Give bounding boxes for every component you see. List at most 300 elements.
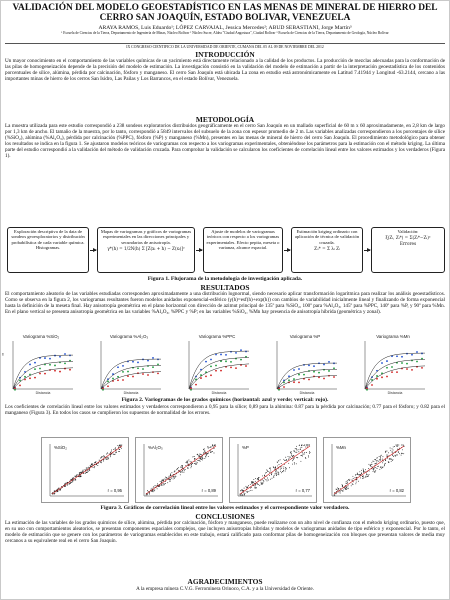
correlation-point [70,483,71,484]
correlation-point [71,482,72,483]
variogram-figure [7,333,443,395]
correlation-point [87,468,88,469]
correlation-point [371,464,372,465]
correlation-point [159,485,160,486]
correlation-point [401,445,402,446]
correlation-point [285,460,286,461]
correlation-point [165,479,166,480]
variogram-point [117,376,119,378]
correlation-point [113,449,114,450]
correlation-point [165,477,166,478]
variogram-point [391,366,393,368]
correlation-point [269,472,270,473]
correlation-point [240,490,241,491]
correlation-point [271,474,272,475]
correlation-point [207,453,208,454]
correlation-point [53,493,54,494]
correlation-point [347,483,348,484]
variogram-point [396,371,398,373]
correlation-point [203,453,204,454]
correlation-point [206,454,207,455]
correlation-point [182,472,183,473]
correlation-point [157,488,158,489]
correlation-point [187,460,188,461]
correlation-point [94,467,95,468]
correlation-point [170,481,171,482]
correlation-point [105,458,106,459]
poster-affiliations: ¹ Escuela de Ciencias de la Tierra, Departamento de Ingeniería de Minas, Núcleo Bolívar ² Núcleo Sucre, Aldea "Ciudad Angostura", Ciudad Bolívar ³ Escuela de Ciencias de la Tierra, Departamento de Geología, Núcleo Bolívar [61,31,389,35]
correlation-point [336,491,337,492]
correlation-point [243,492,244,493]
correlation-point [196,463,197,464]
correlation-point [154,490,155,491]
correlation-point [342,490,343,491]
correlation-point [167,482,168,483]
correlation-point [352,483,353,484]
correlation-point [373,468,374,469]
variogram-point [142,368,144,370]
variogram-point [318,376,320,378]
variogram-point [328,370,330,372]
variogram-plot [359,333,427,395]
correlation-point [161,481,162,482]
variogram-plot [183,333,251,395]
variogram-model-line [365,359,425,389]
conclusions-heading: CONCLUSIONES [195,512,255,521]
correlation-point [348,479,349,480]
correlation-point [175,477,176,478]
correlation-point [58,487,59,488]
variogram-panel [95,333,163,395]
variogram-point [127,375,129,377]
variogram-point [308,379,310,381]
correlation-point [257,479,258,480]
results-text-1: El comportamiento aleatorio de las variables estudiadas corresponden aproximadamente a una distribución lognormal, siendo necesario aplicar transformación logarítmica para realizar los análisis geoestadísticos. Como se observa en la figura 2, los variogramas resultantes fueron modelos anidados exponencial-esférico (γ(h)=esf(h)+exp(h)) con cambios de variabilidad inicialmente lineal y finalizando de forma exponencial hasta la definición de la meseta final. Hay anisotropía geométrica en el plano horizontal con dirección de azimut principal de 135º para %SiO₂, 100º para %Al₂O₃, 145º para %PPC, 140º para %P, y 90º para %Mn. En el plano vertical se presenta anisotropía geométrica en las variables %Al₂O₃, %PPC y %P; en las variables %SiO₂, %Mn hay presencia de anisotropía híbrida (geométrica y zonal). [5,291,445,315]
correlation-point [119,449,120,450]
variogram-point [401,362,403,364]
correlation-point [397,446,398,447]
variogram-point [69,369,71,371]
correlation-point [171,478,172,479]
correlation-point [385,463,386,464]
correlation-point [397,449,398,450]
correlation-point [167,478,168,479]
variogram-point [288,379,290,381]
correlation-point [80,476,81,477]
correlation-point [240,495,241,496]
correlation-point [162,485,163,486]
correlation-point [176,469,177,470]
correlation-point [246,491,247,492]
correlation-point [248,485,249,486]
variogram-point [333,376,335,378]
correlation-point [166,477,167,478]
correlation-point [402,449,403,450]
variogram-point [323,364,325,366]
correlation-point [310,452,311,453]
correlation-point [89,469,90,470]
variogram-point [391,371,393,373]
correlation-point [380,466,381,467]
correlation-point [207,446,208,447]
correlation-point [389,458,390,459]
variogram-point [215,370,217,372]
variogram-point [411,369,413,371]
correlation-point [253,485,254,486]
correlation-point [298,449,299,450]
correlation-point [371,466,372,467]
correlation-point [201,454,202,455]
correlation-point [300,449,301,450]
intro-text: Un mayor conocimiento en el comportamiento de las variables químicas de un yacimiento está directamente relacionado a la calidad de los productos. La producción de mezclas adecuadas para la conformación de las pilas de homogeneización depende de la precisión del modelo de estimación. La investigación consistió en la validación del modelo de estimación a partir de la interpretación geoestadística de los contenidos porcentuales de sílice, alúmina, pérdida por calcinación, fósforo y manganeso. El cerro San Joaquín está ubicada La zona en estudio está astronómicamente en Latitud 7.41944 y Longitud -63.2144, cercano a las importantes minas de hierro de los cerros San Isidro, Las Pailas y Los Barrancos, en el estado Bolívar, Venezuela. [5,58,445,82]
correlation-point [75,476,76,477]
correlation-point [309,451,310,452]
correlation-point [281,472,282,473]
correlation-point [104,456,105,457]
correlation-point [366,474,367,475]
correlation-point [211,446,212,447]
variogram-point [230,361,232,363]
variogram-plot [95,333,163,395]
flow-step-2-text: Mapas de variogramas y gráficos de variogramas experimentales en las direcciones principales y secundarias de anisotropía. [100,229,192,245]
variogram-model-line [101,359,161,389]
variogram-point [39,368,41,370]
correlation-point [383,467,384,468]
correlation-point [304,454,305,455]
correlation-point [278,472,279,473]
correlation-point [262,483,263,484]
variogram-point [122,365,124,367]
correlation-point [382,456,383,457]
correlation-point [87,471,88,472]
correlation-point [375,463,376,464]
correlation-point [191,462,192,463]
variogram-point [14,389,16,391]
correlation-point [286,460,287,461]
variogram-point [323,378,325,380]
correlation-point [267,480,268,481]
correlation-point [170,473,171,474]
variogram-point [34,377,36,379]
correlation-point [359,471,360,472]
correlation-point [264,475,265,476]
variogram-point [240,349,242,351]
correlation-point [384,465,385,466]
correlation-point [375,467,376,468]
correlation-point [242,490,243,491]
correlation-point [170,475,171,476]
correlation-point [272,478,273,479]
correlation-plot [136,438,222,502]
correlation-point [376,462,377,463]
correlation-point [366,476,367,477]
correlation-point [88,467,89,468]
correlation-point [169,481,170,482]
errors-label: Errores [399,241,417,247]
correlation-point [84,469,85,470]
correlation-point [285,471,286,472]
correlation-point [265,473,266,474]
variogram-model-line [101,365,161,389]
variogram-xlabel: Distancia [35,391,51,395]
correlation-point [265,479,266,480]
variogram-point [406,363,408,365]
variogram-point [303,374,305,376]
congress-line: IX CONGRESO CIENTIFICO DE LA UNIVERSIDAD DE ORIENTE, CUMANA DEL 05 AL 09 DE NOVIEMBRE DEL 2012 [5,43,445,50]
correlation-point [357,474,358,475]
correlation-point [282,471,283,472]
variogram-point [49,358,51,360]
correlation-point [115,447,116,448]
correlation-point [83,473,84,474]
variogram-point [366,389,368,391]
correlation-point [242,495,243,496]
correlation-point [111,451,112,452]
correlation-point [185,469,186,470]
correlation-point [97,465,98,466]
correlation-point [171,472,172,473]
correlation-point [289,456,290,457]
variogram-model-line [365,366,425,389]
correlation-point [301,445,302,446]
correlation-point [278,468,279,469]
correlation-point [100,458,101,459]
correlation-point [74,480,75,481]
correlation-point [385,452,386,453]
variogram-point [157,358,159,360]
correlation-point [169,476,170,477]
correlation-point [174,478,175,479]
results-text-2: Los coeficientes de correlación lineal entre los valores estimados y verdaderos correspondieron a 0,95 para la sílice; 0,89 para la alúmina: 0.87 para la pérdida por calcinación; 0.77 para el fósforo; y 0.82 para el manganeso (Figura 3). En todos los casos se cumplieron los supuestos de normalidad de los errores. [5,404,445,416]
correlation-point [347,482,348,483]
correlation-point [278,474,279,475]
correlation-point [200,461,201,462]
correlation-point [253,479,254,480]
variogram-point [416,361,418,363]
correlation-point [375,472,376,473]
correlation-point [361,470,362,471]
variogram-point [308,364,310,366]
variogram-point [328,361,330,363]
correlation-point [86,469,87,470]
variogram-point [205,375,207,377]
correlation-point [296,448,297,449]
correlation-point [352,476,353,477]
variogram-point [421,353,423,355]
correlation-point [269,475,270,476]
correlation-point [258,477,259,478]
variogram-point [210,374,212,376]
correlation-point [169,479,170,480]
correlation-point [269,468,270,469]
correlation-point [278,474,279,475]
correlation-point [395,455,396,456]
correlation-point [381,468,382,469]
correlation-point [373,471,374,472]
variogram-model-line [13,361,73,389]
correlation-point [283,466,284,467]
correlation-point [336,489,337,490]
correlation-point [276,470,277,471]
correlation-point [382,462,383,463]
correlation-point [392,451,393,452]
correlation-point [395,452,396,453]
correlation-point [370,465,371,466]
correlation-point [152,490,153,491]
correlation-point [278,473,279,474]
correlation-point [200,454,201,455]
variogram-point [205,361,207,363]
correlation-point [191,464,192,465]
correlation-point [380,457,381,458]
flow-arrow-4 [364,250,370,251]
correlation-point [305,458,306,459]
correlation-point [106,454,107,455]
kriging-formula: Zₒ* = Σ λᵢ Zᵢ [314,246,340,252]
correlation-point [392,452,393,453]
correlation-title: %Al₂O₃ [148,445,163,450]
correlation-point [294,462,295,463]
correlation-point [209,447,210,448]
variogram-point [117,366,119,368]
variogram-point [210,366,212,368]
correlation-point [94,464,95,465]
correlation-point [347,480,348,481]
variogram-point [102,389,104,391]
correlation-point [273,466,274,467]
variogram-title: Variograma %Mn [376,334,410,339]
correlation-point [205,456,206,457]
correlation-point [194,456,195,457]
correlation-point [65,486,66,487]
variogram-point [293,381,295,383]
correlation-point [56,491,57,492]
correlation-point [275,467,276,468]
variogram-point [333,367,335,369]
variogram-point [122,379,124,381]
correlation-point [147,494,148,495]
correlation-panel [323,437,411,503]
variogram-point [386,376,388,378]
correlation-point [154,489,155,490]
correlation-point [94,466,95,467]
correlation-point [88,471,89,472]
correlation-point [396,445,397,446]
correlation-point [157,483,158,484]
correlation-point [210,451,211,452]
correlation-point [376,460,377,461]
flow-arrow-2 [196,250,202,251]
correlation-point [203,449,204,450]
variogram-point [39,373,41,375]
correlation-point [302,452,303,453]
correlation-point [251,482,252,483]
correlation-point [170,479,171,480]
correlation-point [403,453,404,454]
method-text: La muestra utilizada para este estudio correspondió a 238 sondeos exploratorios distribuidos geográficamente en el cerro San Joaquín en un mallado superficial de 60 m x 60 aproximadamente, en 2,8 km de largo por 1,3 km de ancho. El tamaño de la muestra, por lo tanto, correspondió a 5849 intervalos del subsuelo de la zona con espesor promedio de 2 m. Las variables analizadas correspondieron a los porcentajes de sílice (%SiO₂), alúmina (%Al₂O₃), pérdida por calcinación (%PPC), fósforo (%P) y manganeso (%Mn), presentes en las menas de mineral de hierro del cerro San Joaquín. El procedimiento metodológico para obtener los resultados se indica en la figura 1. Se ajustaron modelos teóricos de variogramas con respecto a los variogramas experimentales, obteniéndose los parámetros para la estimación con el método kriging. La última parte del estudio correspondió a la validación del método de validación cruzada. Para comprobar la validación se calcularon los coeficientes de correlación lineal entre los valores estimados y los verdaderos (Figura 1). [5,123,445,159]
correlation-point [180,467,181,468]
correlation-point [393,446,394,447]
correlation-title: %Mn [336,445,347,450]
correlation-point [165,483,166,484]
variogram-point [137,367,139,369]
correlation-point [178,470,179,471]
correlation-point [151,491,152,492]
correlation-point [244,494,245,495]
correlation-point [276,475,277,476]
correlation-point [257,483,258,484]
variogram-point [245,351,247,353]
correlation-point [252,484,253,485]
correlation-point [250,484,251,485]
correlation-point [86,472,87,473]
correlation-point [362,476,363,477]
variogram-point [107,385,109,387]
correlation-point [277,462,278,463]
correlation-point [273,477,274,478]
correlation-point [387,454,388,455]
correlation-point [380,467,381,468]
correlation-point [393,450,394,451]
correlation-point [163,479,164,480]
variogram-point [235,367,237,369]
correlation-point [79,472,80,473]
variogram-point [381,362,383,364]
correlation-point [80,475,81,476]
correlation-point [180,472,181,473]
correlation-point [161,480,162,481]
correlation-point [175,476,176,477]
correlation-point [185,465,186,466]
variogram-point [195,384,197,386]
correlation-point [385,460,386,461]
correlation-point [377,466,378,467]
correlation-point [349,479,350,480]
correlation-point [384,464,385,465]
correlation-point [296,446,297,447]
correlation-point [114,449,115,450]
variogram-xlabel: Distancia [299,391,315,395]
correlation-point [295,452,296,453]
variogram-point [278,389,280,391]
variogram-model-line [189,364,249,389]
variogram-title: Variograma %SiO₂ [22,334,60,339]
correlation-point [119,446,120,447]
variogram-point [147,374,149,376]
correlation-point [255,481,256,482]
correlation-point [111,453,112,454]
correlation-point [396,446,397,447]
correlation-point [214,453,215,454]
correlation-point [391,459,392,460]
correlation-point [180,474,181,475]
method-heading: METODOLOGÍA [195,115,255,124]
variogram-model-line [277,376,337,390]
correlation-point [279,464,280,465]
variogram-point [59,356,61,358]
correlation-point [190,467,191,468]
variogram-point [54,365,56,367]
flow-step-2 [97,227,195,273]
correlation-panel [229,437,317,503]
variogram-point [411,354,413,356]
correlation-point [82,472,83,473]
correlation-point [306,452,307,453]
variogram-point [19,385,21,387]
correlation-point [188,459,189,460]
gamma-axis-label: γ [2,351,4,356]
correlation-point [293,455,294,456]
